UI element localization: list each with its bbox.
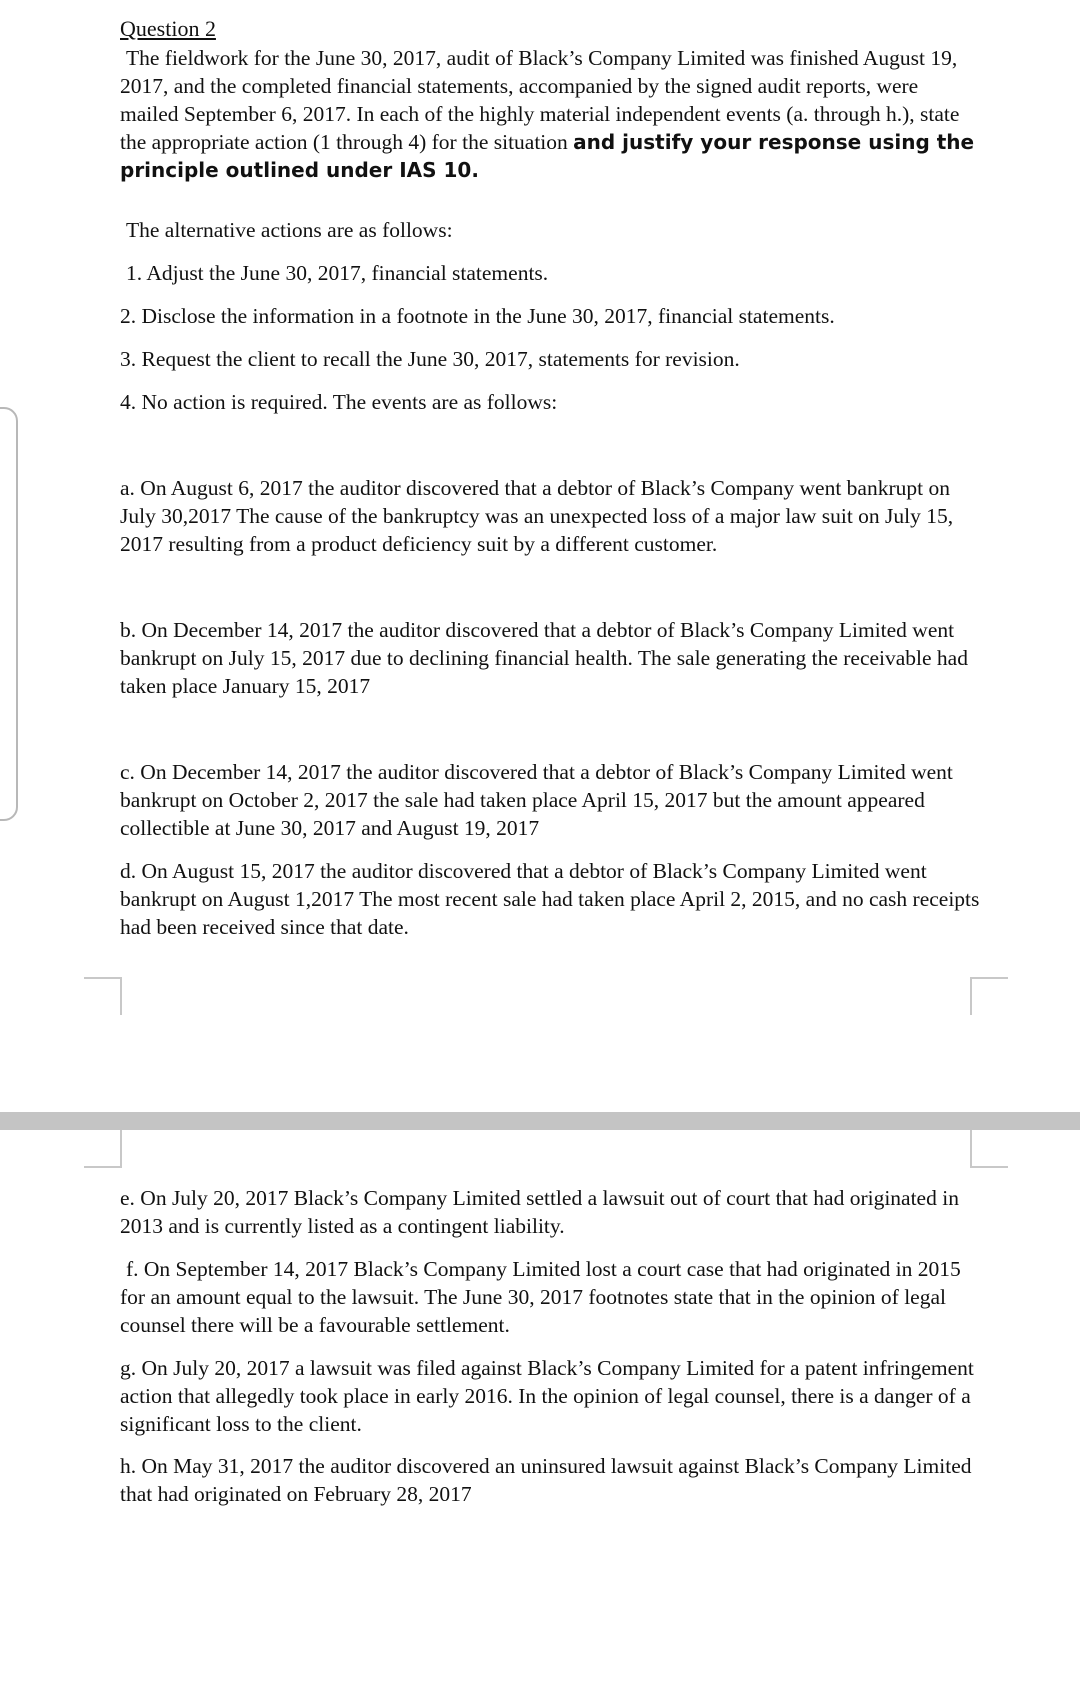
intro-text: The fieldwork for the June 30, 2017, audit of Black’s Company Limited was finished August 19, 2017, and the completed financial statements, accompanied by the signed audit reports, were mailed September 6, 2017. In each of the highly material independent events (a. through h.), state the appropriate action (1 through 4) for the situation: [120, 46, 960, 154]
event-e: e. On July 20, 2017 Black’s Company Limited settled a lawsuit out of court that had originated in 2013 and is currently listed as a contingent liability.: [120, 1186, 959, 1238]
action-item-1: 1. Adjust the June 30, 2017, financial statements.: [126, 261, 549, 285]
page-separator: [0, 1112, 1080, 1130]
event-a: a. On August 6, 2017 the auditor discovered that a debtor of Black’s Company went bankrupt on July 30,2017 The cause of the bankruptcy was an unexpected loss of a major law suit on July 15, 2017 resulting from a product deficiency suit by a different customer.: [120, 476, 954, 556]
page-corner-marker-top-left: [84, 1130, 122, 1168]
document-page-2: [0, 1130, 1080, 1690]
page-corner-marker-bottom-left: [84, 977, 122, 1015]
action-item-2: 2. Disclose the information in a footnote in the June 30, 2017, financial statements.: [120, 304, 835, 328]
event-d: d. On August 15, 2017 the auditor discovered that a debtor of Black’s Company Limited went bankrupt on August 1,2017 The most recent sale had taken place April 2, 2015, and no cash receipts had been received since that date.: [120, 859, 980, 939]
event-b: b. On December 14, 2017 the auditor discovered that a debtor of Black’s Company Limited went bankrupt on July 15, 2017 due to declining financial health. The sale generating the receivable had taken place January 15, 2017: [120, 618, 968, 698]
event-h: h. On May 31, 2017 the auditor discovered an uninsured lawsuit against Black’s Company Limited that had originated on February 28, 2017: [120, 1454, 972, 1506]
action-item-3: 3. Request the client to recall the June 30, 2017, statements for revision.: [120, 347, 740, 371]
event-c: c. On December 14, 2017 the auditor discovered that a debtor of Black’s Company Limited went bankrupt on October 2, 2017 the sale had taken place April 15, 2017 but the amount appeared collectible at June 30, 2017 and August 19, 2017: [120, 760, 953, 840]
event-f: f. On September 14, 2017 Black’s Company Limited lost a court case that had originated in 2015 for an amount equal to the lawsuit. The June 30, 2017 footnotes state that in the opinion of legal counsel there will be a favourable settlement.: [120, 1257, 961, 1337]
alternatives-intro: The alternative actions are as follows:: [126, 218, 453, 242]
intro-paragraph: [120, 44, 980, 184]
side-panel-handle[interactable]: [0, 407, 18, 821]
intro-bold-text: and justify your response using the principle outlined under IAS 10.: [120, 130, 975, 182]
page-corner-marker-bottom-right: [970, 977, 1008, 1015]
event-g: g. On July 20, 2017 a lawsuit was filed against Black’s Company Limited for a patent infringement action that allegedly took place in early 2016. In the opinion of legal counsel, there is a danger of a significant loss to the client.: [120, 1356, 974, 1436]
action-item-4: 4. No action is required. The events are as follows:: [120, 390, 558, 414]
page-corner-marker-top-right: [970, 1130, 1008, 1168]
question-title: Question 2: [120, 16, 216, 41]
